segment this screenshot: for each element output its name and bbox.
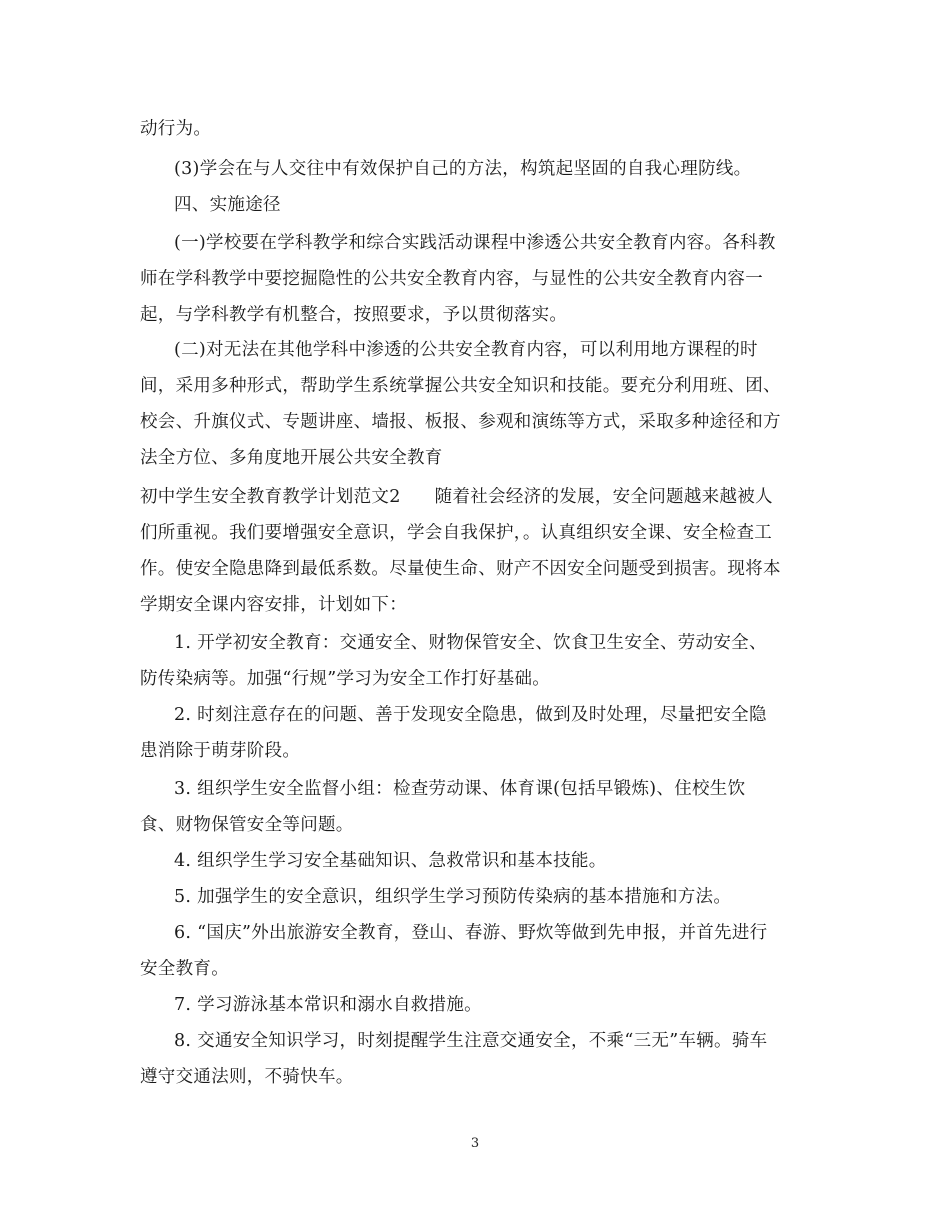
list-item: 1. 开学初安全教育：交通安全、财物保管安全、饮食卫生安全、劳动安全、	[174, 633, 767, 653]
list-item: 2. 时刻注意存在的问题、善于发现安全隐患，做到及时处理，尽量把安全隐	[174, 705, 767, 725]
list-item: 4. 组织学生学习安全基础知识、急救常识和基本技能。	[174, 851, 607, 871]
text-line: 学期安全课内容安排，计划如下：	[140, 595, 407, 615]
text-line: 师在学科教学中要挖掘隐性的公共安全教育内容，与显性的公共安全教育内容一	[140, 269, 763, 289]
article-title: 初中学生安全教育教学计划范文2	[140, 487, 401, 507]
text-line: 动行为。	[140, 119, 212, 139]
text-line: 食、财物保管安全等问题。	[140, 815, 354, 835]
section-heading: 四、实施途径	[174, 195, 281, 215]
text-line: (一)学校要在学科教学和综合实践活动课程中渗透公共安全教育内容。各科教	[174, 233, 776, 253]
text-line: 患消除于萌芽阶段。	[140, 741, 301, 761]
list-item: 7. 学习游泳基本常识和溺水自救措施。	[174, 995, 482, 1015]
page-number: 3	[470, 1136, 480, 1151]
text-line: (3)学会在与人交往中有效保护自己的方法，构筑起坚固的自我心理防线。	[174, 159, 752, 179]
text-line: 防传染病等。加强“行规”学习为安全工作打好基础。	[140, 669, 551, 689]
text-line: 遵守交通法则，不骑快车。	[140, 1067, 354, 1087]
list-item: 8. 交通安全知识学习，时刻提醒学生注意交通安全，不乘“三无”车辆。骑车	[174, 1031, 768, 1051]
text-segment: 随着社会经济的发展，安全问题越来越被人	[434, 487, 773, 507]
text-line: 间，采用多种形式，帮助学生系统掌握公共安全知识和技能。要充分利用班、团、	[140, 376, 781, 396]
text-line: 安全教育。	[140, 959, 229, 979]
list-item: 5. 加强学生的安全意识，组织学生学习预防传染病的基本措施和方法。	[174, 887, 732, 907]
text-line: 校会、升旗仪式、专题讲座、墙报、板报、参观和演练等方式，采取多种途径和方	[140, 412, 781, 432]
list-item: 6. “国庆”外出旅游安全教育，登山、春游、野炊等做到先申报，并首先进行	[174, 923, 768, 943]
text-line: 们所重视。我们要增强安全意识，学会自我保护，。认真组织安全课、安全检查工	[140, 523, 773, 543]
text-line: 起，与学科教学有机整合，按照要求，予以贯彻落实。	[140, 305, 568, 325]
text-line: (二)对无法在其他学科中渗透的公共安全教育内容，可以利用地方课程的时	[174, 340, 758, 360]
list-item: 3. 组织学生安全监督小组：检查劳动课、体育课(包括早锻炼)、住校生饮	[174, 779, 746, 799]
text-line	[140, 485, 773, 509]
text-line: 法全方位、多角度地开展公共安全教育	[140, 448, 443, 468]
text-line: 作。使安全隐患降到最低系数。尽量使生命、财产不因安全问题受到损害。现将本	[140, 559, 781, 579]
